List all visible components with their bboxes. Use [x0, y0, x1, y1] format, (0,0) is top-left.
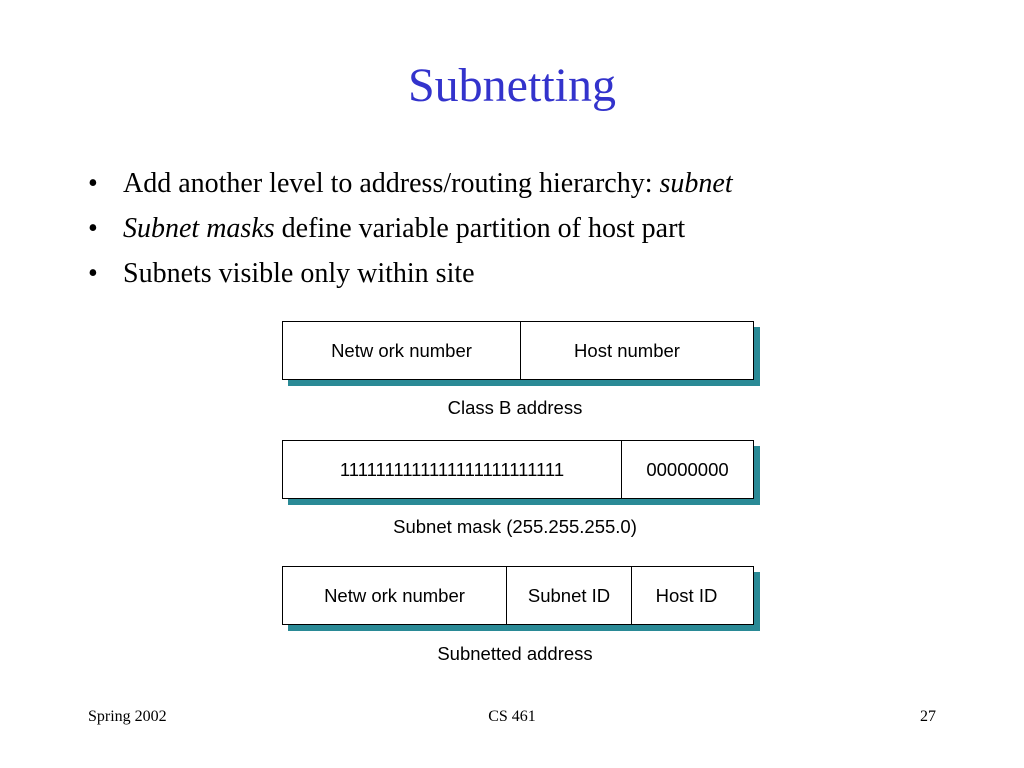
subnetted-address-box — [282, 566, 754, 625]
footer-page-number: 27 — [920, 708, 936, 725]
bullet-icon: • — [88, 168, 98, 199]
bullet-icon: • — [88, 213, 98, 244]
class-b-address-box — [282, 321, 754, 380]
bullet-emphasis: subnet — [659, 168, 733, 199]
slide-title: Subnetting — [407, 59, 616, 112]
subnet-mask-box — [282, 440, 754, 499]
bullet-list — [88, 164, 733, 299]
class-b-caption: Class B address — [447, 397, 583, 418]
host-number-field: Host number — [520, 322, 753, 379]
bullet-emphasis: Subnet masks — [123, 213, 275, 244]
mask-ones-field: 1111111111111111111111111 — [339, 458, 565, 480]
bullet-text: Add another level to address/routing hierarchy: — [123, 168, 660, 199]
bullet-text: Subnets visible only within site — [123, 258, 475, 289]
bullet-item — [88, 254, 733, 299]
subnet-id-field: Subnet ID — [506, 567, 631, 624]
footer-date: Spring 2002 — [88, 708, 167, 725]
bullet-item — [88, 209, 733, 254]
subnetted-address-caption: Subnetted address — [437, 643, 593, 664]
bullet-icon: • — [88, 258, 98, 289]
mask-zeros-field: 00000000 — [621, 441, 753, 498]
host-id-field: Host ID — [631, 567, 753, 624]
network-number-field: Netw ork number — [324, 584, 465, 606]
bullet-item — [88, 164, 733, 209]
subnet-mask-caption: Subnet mask (255.255.255.0) — [393, 516, 637, 537]
bullet-text: define variable partition of host part — [274, 213, 686, 244]
network-number-field: Netw ork number — [331, 339, 472, 361]
footer-course: CS 461 — [488, 708, 536, 725]
